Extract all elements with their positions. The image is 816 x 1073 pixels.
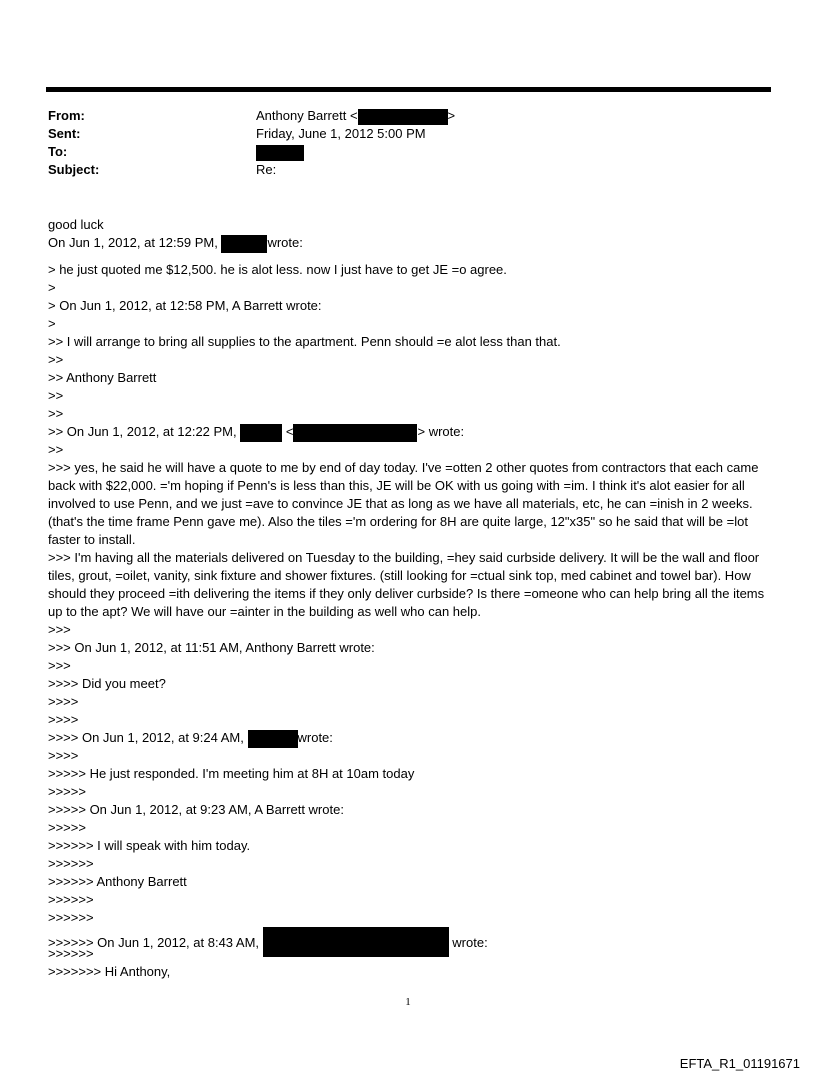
sent-label: Sent:: [48, 126, 81, 141]
body-line: >>>>: [48, 694, 79, 709]
redaction-box: [221, 235, 267, 253]
from-label: From:: [48, 108, 85, 123]
body-line: >>>>> On Jun 1, 2012, at 9:23 AM, A Barrett wrote:: [48, 802, 344, 817]
body-line: >>: [48, 442, 64, 457]
quote-header-tail: wrote:: [452, 935, 488, 950]
body-line: >>>>> He just responded. I'm meeting him at 8H at 10am today: [48, 766, 415, 781]
from-tail: >: [447, 108, 456, 123]
from-value: [256, 107, 455, 125]
body-line: >>>> Did you meet?: [48, 676, 166, 691]
redaction-box: [240, 424, 282, 442]
body-line: [48, 423, 770, 441]
redaction-box: [256, 145, 304, 161]
body-line: >>>>>: [48, 784, 86, 799]
body-line: > On Jun 1, 2012, at 12:58 PM, A Barrett wrote:: [48, 298, 322, 313]
quote-header-tail: wrote:: [267, 235, 303, 250]
body-paragraph: >>> yes, he said he will have a quote to me by end of day today. I've =otten 2 other quotes from contractors that each came back with $22,000. ='m hoping if Penn's is less than this, JE will be OK with us going with =im. I think it's alot easier for all involved to use Penn, and we just =ave to convince JE that as long as we have all materials, etc, he can =inish in 2 weeks. (that's the time frame Penn gave me). Also the tiles ='m ordering for 8H are quite large, 12"x35" so he said that will be =lot faster to install.: [48, 460, 759, 547]
body-line: >>>>>>: [48, 892, 94, 907]
body-line: >> I will arrange to bring all supplies to the apartment. Penn should =e alot less than that.: [48, 334, 561, 349]
body-line: [48, 729, 770, 747]
quote-header: >>>>>> On Jun 1, 2012, at 8:43 AM,: [48, 935, 260, 950]
quote-header: >> On Jun 1, 2012, at 12:22 PM,: [48, 424, 237, 439]
sent-value: Friday, June 1, 2012 5:00 PM: [256, 126, 426, 141]
header-rule: [46, 87, 771, 92]
redaction-box: [358, 109, 448, 125]
body-line: >>>>>> I will speak with him today.: [48, 838, 251, 853]
to-label: To:: [48, 144, 68, 159]
email-body: [48, 216, 770, 981]
body-line: >: [48, 280, 56, 295]
quote-header-tail: > wrote:: [417, 424, 465, 439]
body-line: [48, 234, 770, 252]
body-line: good luck: [48, 217, 104, 232]
quote-header-tail: wrote:: [297, 730, 333, 745]
body-line: >>> On Jun 1, 2012, at 11:51 AM, Anthony Barrett wrote:: [48, 640, 375, 655]
body-line: >>>>>: [48, 820, 86, 835]
body-line: >>>>>>: [48, 910, 94, 925]
body-line: >>: [48, 388, 64, 403]
subject-value: Re:: [256, 162, 277, 177]
from-name: Anthony Barrett <: [256, 108, 358, 123]
body-line: >>>>: [48, 748, 79, 763]
body-line: >>>>>>: [48, 856, 94, 871]
body-line: >>: [48, 406, 64, 421]
body-paragraph: >>> I'm having all the materials delivered on Tuesday to the building, =hey said curbside delivery. It will be the wall and floor tiles, grout, =oilet, vanity, sink fixture and shower fixtures. (still looking for =ctual sink top, med cabinet and towel bar). How should they proceed =ith delivering the items if they only deliver curbside? Is there =omeone who can help bring all the items up to the apt? We will have our =ainter in the building as well who can help.: [48, 550, 765, 619]
document-id: EFTA_R1_01191671: [679, 1056, 800, 1071]
body-line: >>>: [48, 622, 71, 637]
quote-header-mid: <: [285, 424, 294, 439]
body-line: >>>>>>> Hi Anthony,: [48, 964, 171, 979]
redaction-box: [248, 730, 298, 748]
redaction-box: [293, 424, 417, 442]
body-line: >>>>>> Anthony Barrett: [48, 874, 187, 889]
quote-header: On Jun 1, 2012, at 12:59 PM,: [48, 235, 218, 250]
to-value: [256, 143, 304, 161]
body-line: >>: [48, 352, 64, 367]
body-line: >> Anthony Barrett: [48, 370, 157, 385]
body-line: >: [48, 316, 56, 331]
redaction-box: [263, 927, 449, 957]
subject-label: Subject:: [48, 162, 100, 177]
body-line: >>>>: [48, 712, 79, 727]
quote-header: >>>> On Jun 1, 2012, at 9:24 AM,: [48, 730, 244, 745]
page-number: 1: [405, 996, 411, 1008]
body-line: >>>>>>: [48, 946, 94, 961]
body-line: >>>: [48, 658, 71, 673]
body-line: [48, 927, 770, 950]
body-line: > he just quoted me $12,500. he is alot less. now I just have to get JE =o agree.: [48, 262, 507, 277]
